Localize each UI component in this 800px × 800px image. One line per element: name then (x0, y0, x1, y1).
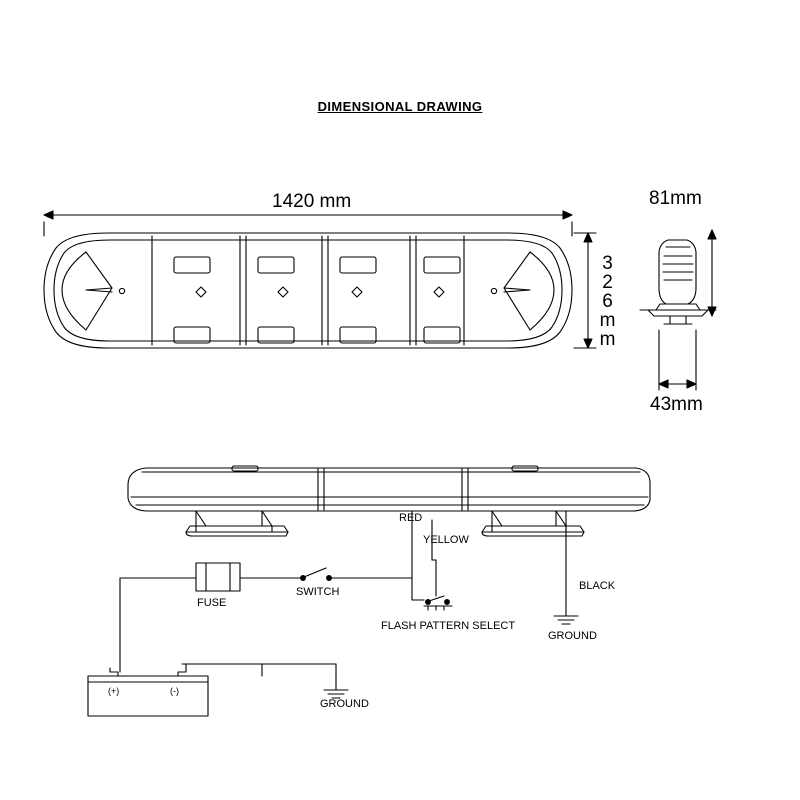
side-view-height-label: 81mm (649, 188, 702, 209)
side-height-dimension (708, 230, 716, 316)
lightbar-side-view (640, 240, 716, 324)
component-label-switch: SWITCH (296, 586, 340, 598)
battery-terminal-positive: (+) (108, 686, 120, 696)
ground-label-bottom: GROUND (320, 698, 369, 710)
wire-label-red: RED (399, 512, 423, 524)
ground-label-right: GROUND (548, 630, 597, 642)
component-label-flash-pattern-select: FLASH PATTERN SELECT (381, 620, 516, 632)
wire-label-black: BLACK (579, 580, 616, 592)
page-title: DIMENSIONAL DRAWING (317, 99, 483, 114)
top-view-width-label: 1420 mm (272, 191, 352, 212)
side-view-depth-label: 43mm (650, 394, 703, 415)
width-dimension (44, 211, 572, 236)
height-dimension (574, 233, 596, 348)
component-label-fuse: FUSE (197, 597, 227, 609)
wire-label-yellow: YELLOW (423, 534, 469, 546)
side-depth-dimension (659, 330, 696, 390)
top-view-height-label: 326mm (597, 253, 618, 348)
lightbar-perspective-view (128, 466, 650, 536)
wiring-diagram (88, 511, 578, 716)
battery-terminal-negative: (-) (170, 686, 179, 696)
lightbar-top-view (44, 233, 572, 348)
